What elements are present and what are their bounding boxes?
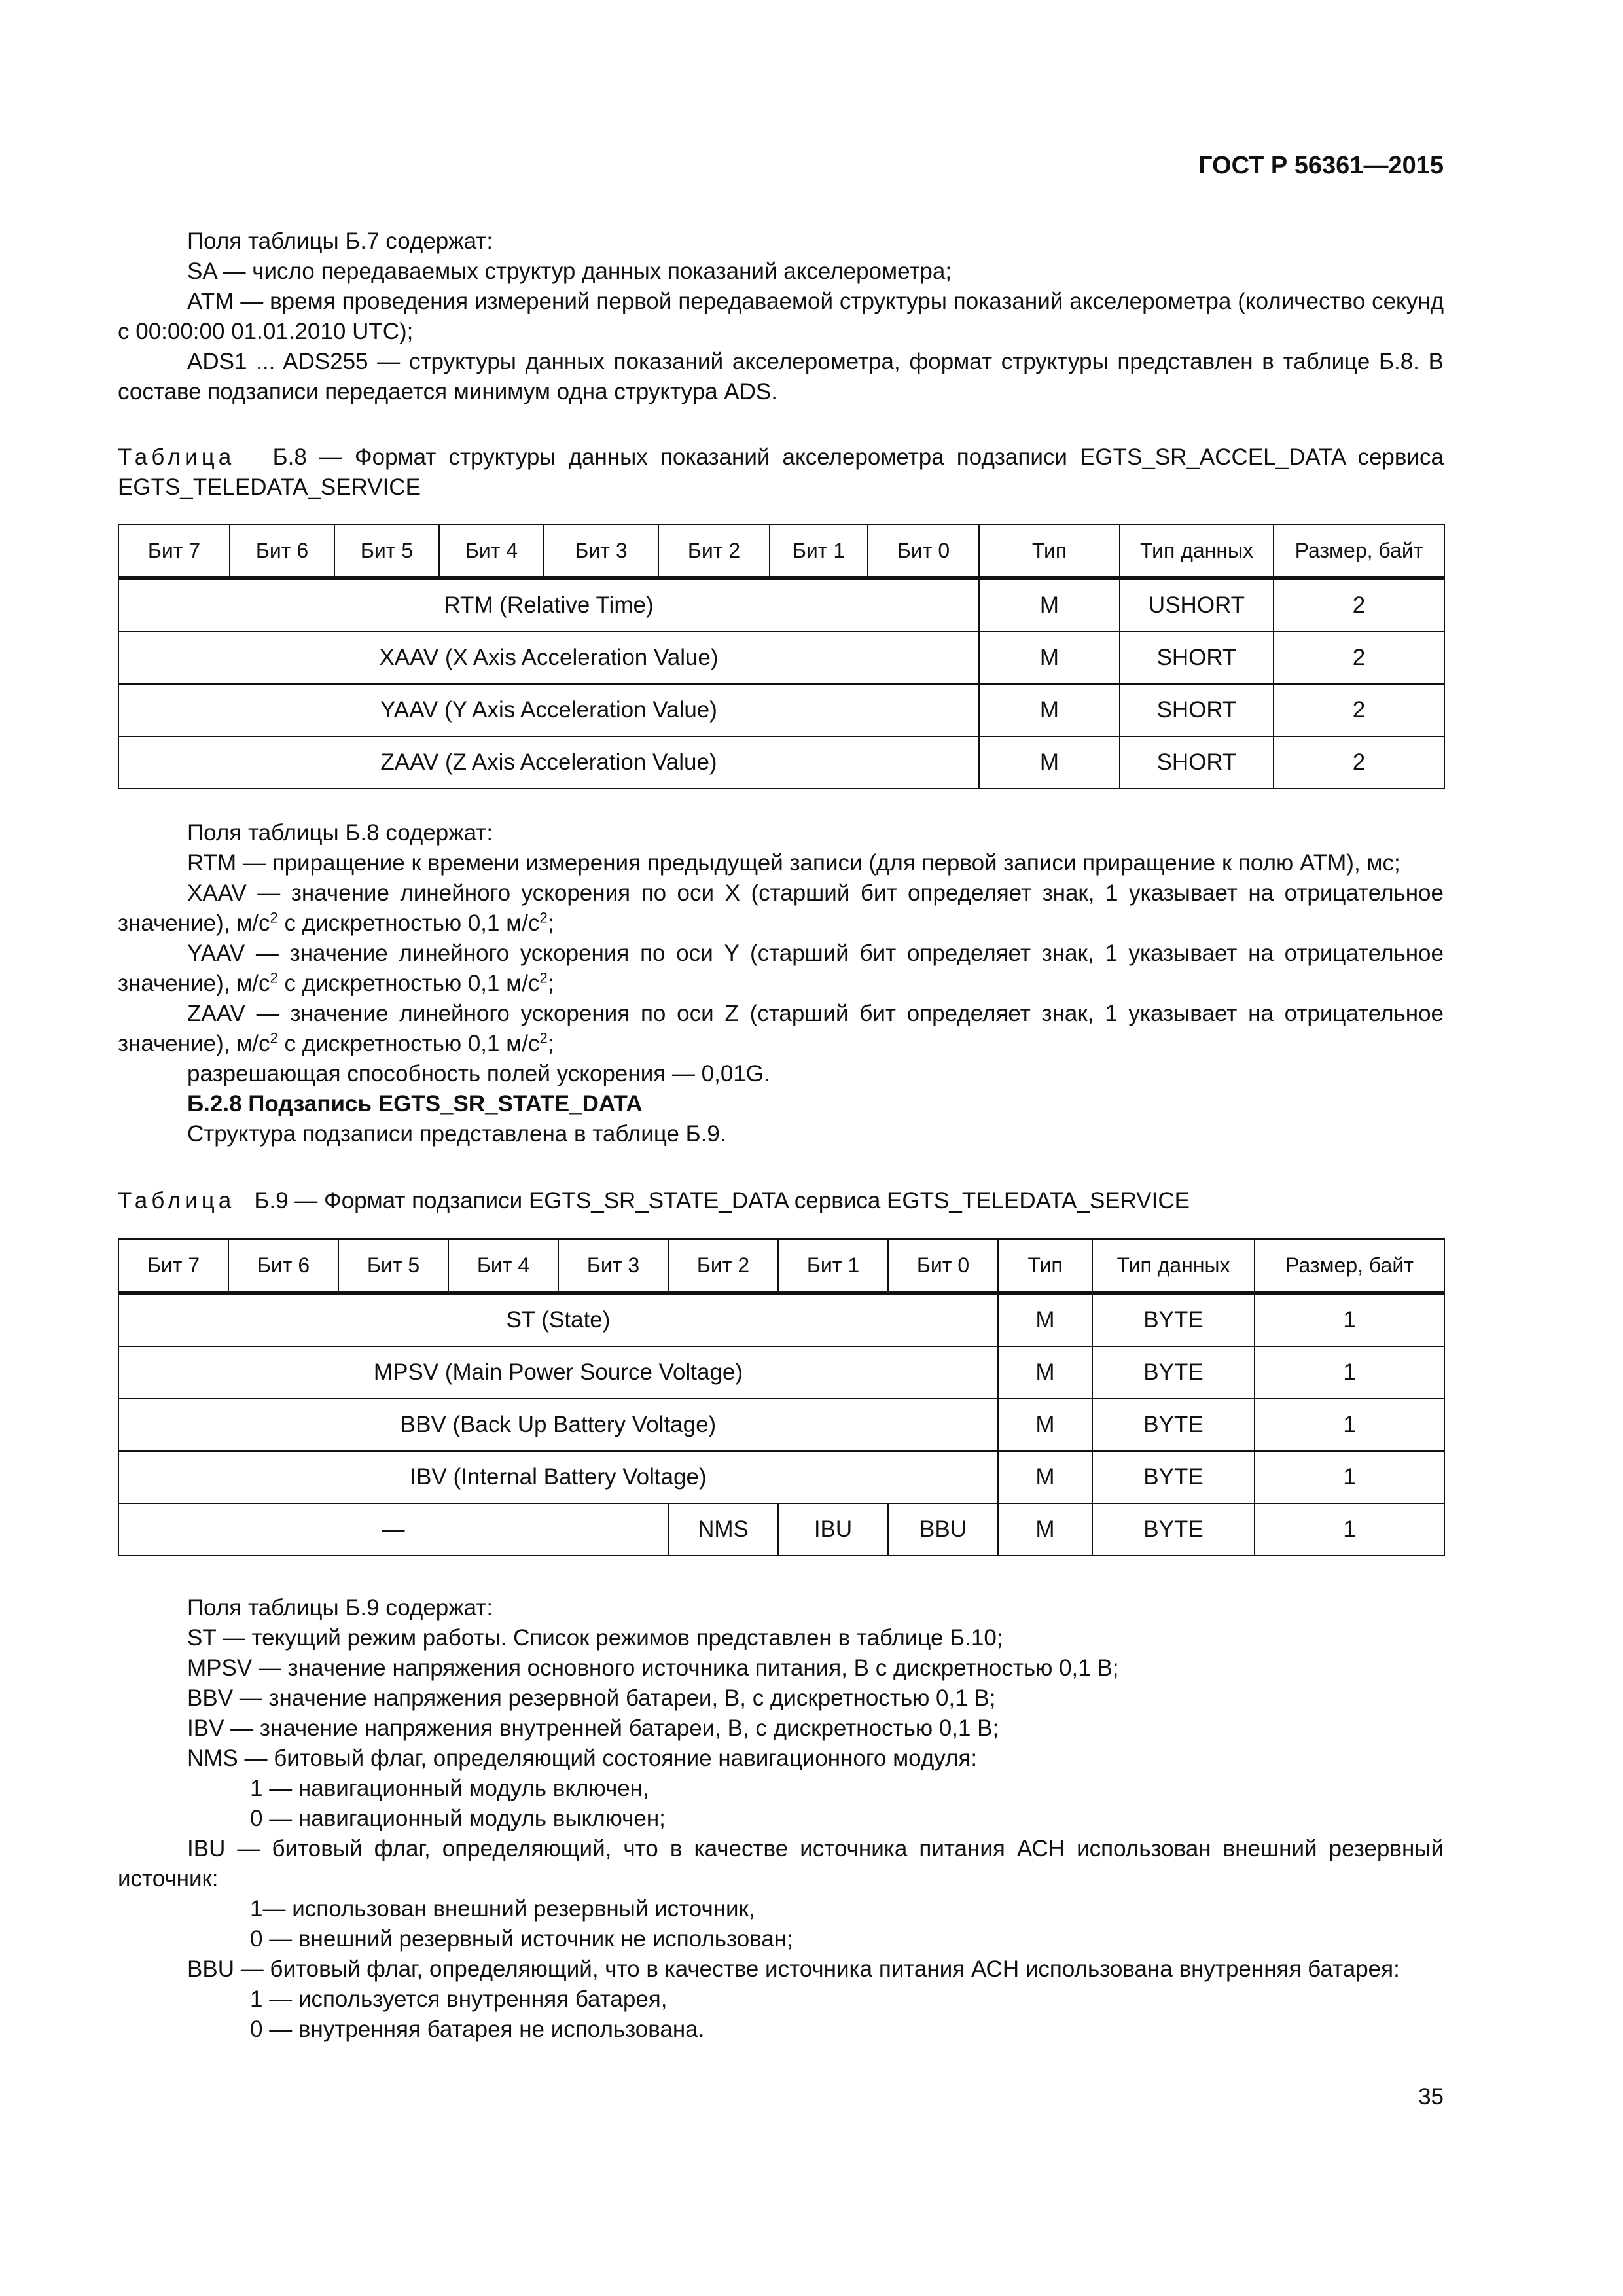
field-name-cell: YAAV (Y Axis Acceleration Value) [118,684,979,736]
size-cell: 2 [1274,578,1444,632]
header-cell: Бит 1 [778,1239,888,1293]
header-cell: Тип данных [1092,1239,1255,1293]
field-description-bbu: BBU — битовый флаг, определяющий, что в качестве источника питания АСН использована внутренняя батарея: [187,1956,1400,1982]
table-row [118,736,1444,789]
ibu-value-0: 0 — внешний резервный источник не использован; [250,1926,793,1952]
table-row [118,1399,1444,1451]
data-type-cell: BYTE [1092,1399,1255,1451]
header-cell: Бит 6 [230,524,334,578]
size-cell: 2 [1274,736,1444,789]
header-cell: Бит 2 [658,524,770,578]
intro-line: SA — число передаваемых структур данных показаний акселерометра; [187,259,952,284]
header-cell: Бит 0 [888,1239,998,1293]
field-name-cell: MPSV (Main Power Source Voltage) [118,1346,998,1399]
caption-text: Б.8 — Формат структуры данных показаний акселерометра подзаписи EGTS_SR_ACCEL_DATA сервиса EGTS_TELEDATA_SERVICE [118,444,1444,500]
type-cell: M [998,1293,1092,1346]
field-description-st: ST — текущий режим работы. Список режимов представлен в таблице Б.10; [187,1625,1003,1651]
bbu-value-1: 1 — используется внутренняя батарея, [250,1986,668,2012]
field-description-ibv: IBV — значение напряжения внутренней батареи, В, с дискретностью 0,1 В; [187,1715,999,1741]
table-b8 [118,524,1445,789]
table-row [118,1451,1444,1503]
type-cell: M [979,632,1120,684]
caption-word: Таблица [118,1188,236,1213]
header-cell: Бит 5 [338,1239,448,1293]
type-cell: M [979,684,1120,736]
field-description-mpsv: MPSV — значение напряжения основного источника питания, В с дискретностью 0,1 В; [187,1655,1119,1681]
bbu-value-0: 0 — внутренняя батарея не использована. [250,2017,705,2042]
field-description-ibu: IBU — битовый флаг, определяющий, что в качестве источника питания АСН использован внешний резервный источник: [118,1836,1444,1892]
field-description-yaav: YAAV — значение линейного ускорения по оси Y (старший бит определяет знак, 1 указывает на отрицательное значение), $м/с^2$ с дискретностью 0,1 $м/с^2$; [118,941,1444,996]
intro-line: ADS1 ... ADS255 — структуры данных показаний акселерометра, формат структуры представлен в таблице Б.8. В составе подзаписи передается минимум одна структура ADS. [118,349,1444,404]
header-cell: Тип данных [1120,524,1274,578]
type-cell: M [998,1399,1092,1451]
field-name-cell: BBV (Back Up Battery Voltage) [118,1399,998,1451]
data-type-cell: BYTE [1092,1451,1255,1503]
intro-text [118,226,1444,407]
size-cell: 2 [1274,632,1444,684]
size-cell: 2 [1274,684,1444,736]
data-type-cell: SHORT [1120,632,1274,684]
field-name-cell: ZAAV (Z Axis Acceleration Value) [118,736,979,789]
table-header-row [118,524,1444,578]
header-cell: Бит 7 [118,524,230,578]
size-cell: 1 [1255,1451,1444,1503]
field-name-cell: RTM (Relative Time) [118,578,979,632]
header-cell: Бит 4 [448,1239,558,1293]
type-cell: M [998,1503,1092,1556]
table-row [118,684,1444,736]
reserved-bits-cell: — [118,1503,668,1556]
section-heading: Б.2.8 Подзапись EGTS_SR_STATE_DATA [187,1091,643,1117]
intro-line: ATM — время проведения измерений первой передаваемой структуры показаний акселерометра (количество секунд с 00:00:00 01.01.2010 UTC); [118,289,1444,344]
field-description-zaav: ZAAV — значение линейного ускорения по оси Z (старший бит определяет знак, 1 указывает на отрицательное значение), $м/с^2$ с дискретностью 0,1 $м/с^2$; [118,1001,1444,1056]
table-row [118,632,1444,684]
header-cell: Бит 6 [228,1239,338,1293]
size-cell: 1 [1255,1503,1444,1556]
intro-line: Поля таблицы Б.7 содержат: [187,228,493,254]
size-cell: 1 [1255,1346,1444,1399]
data-type-cell: SHORT [1120,736,1274,789]
field-name-cell: IBV (Internal Battery Voltage) [118,1451,998,1503]
ibu-value-1: 1— использован внешний резервный источник, [250,1896,755,1922]
type-cell: M [998,1451,1092,1503]
nms-value-1: 1 — навигационный модуль включен, [250,1776,649,1801]
header-cell: Бит 2 [668,1239,778,1293]
table-header-row [118,1239,1444,1293]
data-type-cell: USHORT [1120,578,1274,632]
header-cell: Тип [998,1239,1092,1293]
header-cell: Размер, байт [1274,524,1444,578]
table-row [118,1293,1444,1346]
header-cell: Бит 3 [558,1239,668,1293]
table-row-flags [118,1503,1444,1556]
table-row [118,1346,1444,1399]
caption-word: Таблица [118,444,236,470]
resolution-note: разрешающая способность полей ускорения — 0,01G. [187,1061,770,1086]
header-cell: Бит 4 [439,524,544,578]
data-type-cell: BYTE [1092,1503,1255,1556]
fields-intro: Поля таблицы Б.9 содержат: [187,1595,493,1621]
field-description-rtm: RTM — приращение к времени измерения предыдущей записи (для первой записи приращение к полю ATM), мс; [187,850,1400,876]
caption-text: Б.9 — Формат подзаписи EGTS_SR_STATE_DATA сервиса EGTS_TELEDATA_SERVICE [254,1188,1190,1213]
field-description-xaav: XAAV — значение линейного ускорения по оси X (старший бит определяет знак, 1 указывает на отрицательное значение), $м/с^2$ с дискретностью 0,1 $м/с^2$; [118,880,1444,936]
type-cell: M [979,578,1120,632]
table-b9 [118,1238,1445,1556]
size-cell: 1 [1255,1399,1444,1451]
type-cell: M [998,1346,1092,1399]
section-text: Структура подзаписи представлена в таблице Б.9. [187,1121,726,1147]
table-b8-caption [118,442,1444,503]
page-number: 35 [1418,2084,1444,2109]
table-row [118,578,1444,632]
field-description-bbv: BBV — значение напряжения резервной батареи, В, с дискретностью 0,1 В; [187,1685,996,1711]
data-type-cell: SHORT [1120,684,1274,736]
header-cell: Тип [979,524,1120,578]
fields-b9-text [118,1593,1444,2045]
standard-header: ГОСТ Р 56361—2015 [1198,152,1444,179]
header-cell: Размер, байт [1255,1239,1444,1293]
field-name-cell: XAAV (X Axis Acceleration Value) [118,632,979,684]
nms-value-0: 0 — навигационный модуль выключен; [250,1806,666,1831]
fields-b8-text [118,818,1444,1149]
type-cell: M [979,736,1120,789]
header-cell: Бит 7 [118,1239,228,1293]
header-cell: Бит 1 [770,524,868,578]
header-cell: Бит 3 [544,524,658,578]
header-cell: Бит 5 [334,524,439,578]
header-cell: Бит 0 [868,524,979,578]
size-cell: 1 [1255,1293,1444,1346]
table-b9-caption [118,1186,1444,1216]
data-type-cell: BYTE [1092,1293,1255,1346]
field-name-cell: ST (State) [118,1293,998,1346]
fields-intro: Поля таблицы Б.8 содержат: [187,820,493,846]
nms-bit-cell: NMS [668,1503,778,1556]
field-description-nms: NMS — битовый флаг, определяющий состояние навигационного модуля: [187,1746,978,1771]
data-type-cell: BYTE [1092,1346,1255,1399]
bbu-bit-cell: BBU [888,1503,998,1556]
ibu-bit-cell: IBU [778,1503,888,1556]
